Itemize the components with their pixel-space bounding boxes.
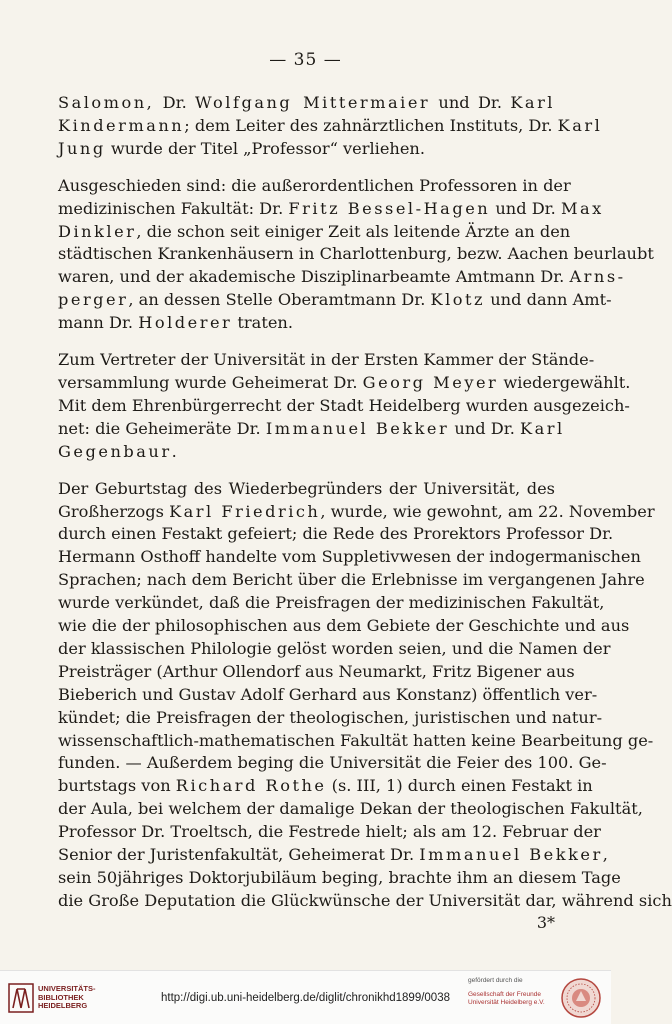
spaced-name: Georg Meyer: [362, 372, 499, 392]
footer-bar: [0, 970, 611, 1024]
text-run: durch einen Festakt gefeiert; die Rede des Prorektors Professor Dr.: [58, 524, 614, 544]
text-line: [58, 730, 654, 753]
text-run: burtstags von: [58, 776, 176, 796]
text-run: die Große Deputation die Glückwünsche der Universität dar, während sich: [58, 890, 672, 910]
text-run: medizinischen Fakultät: Dr.: [58, 198, 289, 218]
text-run: und Dr.: [490, 198, 561, 218]
spaced-name: Richard Rothe: [175, 776, 327, 796]
text-run: .: [171, 441, 177, 461]
paragraph: [58, 349, 631, 464]
text-line: [58, 592, 605, 615]
text-run: Senior der Juristenfakultät, Geheimerat Dr.: [58, 845, 420, 865]
spaced-name: Gegenbaur: [58, 441, 172, 461]
text-run: Dr.: [154, 93, 196, 112]
spaced-name: Arns-: [569, 267, 626, 287]
spaced-name: perger: [58, 290, 129, 310]
text-run: Mit dem Ehrenbürgerrecht der Stadt Heidelberg wurden ausgezeich-: [58, 395, 630, 415]
text-line: [58, 867, 621, 890]
spaced-name: Max: [560, 198, 604, 218]
text-line: [58, 372, 631, 395]
text-line: [58, 775, 593, 798]
sponsor-name-line: Gesellschaft der Freunde: [468, 991, 541, 998]
text-line: [58, 175, 571, 198]
text-run: funden. — Außerdem beging die Universität die Feier des 100. Ge-: [58, 753, 607, 773]
text-line: [58, 569, 645, 592]
digitization-url[interactable]: http://digi.ub.uni-heidelberg.de/diglit/chronikhd1899/0038: [161, 992, 450, 1004]
paragraph: [58, 175, 654, 335]
library-name-line: BIBLIOTHEK: [38, 992, 84, 1002]
text-run: und Dr.: [430, 93, 511, 112]
text-line: [58, 138, 555, 161]
text-run: Zum Vertreter der Universität in der Ersten Kammer der Stände-: [58, 350, 595, 370]
body-text: [58, 92, 672, 913]
spaced-name: Klotz: [430, 290, 486, 310]
text-line: [58, 752, 607, 775]
text-run: ; dem Leiter des zahnärztlichen Instituts, Dr.: [184, 115, 558, 135]
spaced-name: Karl Friedrich: [169, 501, 321, 521]
text-line: [58, 638, 611, 661]
spaced-name: Immanuel Bekker: [419, 845, 603, 865]
text-line: [58, 661, 575, 684]
text-run: , wurde, wie gewohnt, am 22. November: [320, 501, 655, 521]
page-number: — 35 —: [269, 50, 342, 70]
text-line: [58, 221, 571, 244]
paragraph: [58, 92, 603, 161]
text-line: [58, 289, 612, 312]
text-run: wurde der Titel „Professor“ verliehen.: [105, 138, 425, 158]
text-line: [58, 821, 601, 844]
text-run: Sprachen; nach dem Bericht über die Erlebnisse im vergangenen Jahre: [58, 570, 645, 590]
text-run: Professor Dr. Troeltsch, die Festrede hielt; als am 12. Februar der: [58, 822, 601, 842]
spaced-name: Dinkler: [58, 221, 137, 241]
spaced-name: Salomon,: [58, 93, 155, 112]
library-name-line: UNIVERSITÄTS-: [38, 984, 96, 993]
university-seal-icon: [560, 977, 602, 1019]
text-run: Hermann Osthoff handelte vom Suppletivwesen der indogermanischen: [58, 547, 641, 567]
text-line: [58, 312, 555, 335]
text-run: städtischen Krankenhäusern in Charlottenburg, bezw. Aachen beurlaubt: [58, 244, 654, 264]
text-run: , an dessen Stelle Oberamtmann Dr.: [128, 290, 431, 310]
text-run: Bieberich und Gustav Adolf Gerhard aus Konstanz) öffentlich ver-: [58, 684, 598, 704]
text-line: [58, 266, 626, 289]
sponsor-name-line: Universität Heidelberg e.V.: [468, 999, 545, 1006]
spaced-name: Wolfgang Mittermaier: [195, 93, 431, 112]
spaced-name: Karl: [557, 115, 603, 135]
spaced-name: Karl: [510, 93, 555, 112]
text-line: [58, 890, 672, 913]
paragraph: [58, 478, 672, 913]
text-run: wissenschaftlich-mathematischen Fakultät hatten keine Bearbeitung ge-: [58, 730, 654, 750]
text-line: [58, 501, 655, 524]
spaced-name: Holderer: [138, 313, 233, 333]
text-line: [58, 615, 630, 638]
text-run: waren, und der akademische Disziplinarbeamte Amtmann Dr.: [58, 267, 570, 287]
text-run: sein 50jähriges Doktorjubiläum beging, brachte ihm an diesem Tage: [58, 868, 621, 887]
spaced-name: Immanuel Bekker: [265, 418, 450, 438]
text-run: wiedergewählt.: [498, 372, 631, 392]
text-line: [58, 198, 604, 221]
text-line: [58, 395, 630, 418]
text-line: [58, 349, 595, 372]
text-run: ,: [602, 845, 608, 865]
text-run: (s. III, 1) durch einen Festakt in: [326, 776, 593, 796]
text-run: versammlung wurde Geheimerat Dr.: [58, 372, 363, 392]
text-run: Großherzogs: [58, 501, 170, 521]
library-name-line: HEIDELBERG: [38, 1001, 88, 1010]
text-line: [58, 684, 598, 707]
text-line: [58, 478, 555, 501]
text-line: [58, 92, 555, 115]
text-line: [58, 546, 641, 569]
text-line: [58, 798, 643, 821]
text-run: Ausgeschieden sind: die außerordentlichen Professoren in der: [58, 175, 571, 195]
text-line: [58, 418, 565, 441]
spaced-name: Jung: [58, 138, 106, 158]
text-run: und dann Amt-: [485, 290, 612, 310]
text-line: [58, 243, 654, 266]
text-run: wurde verkündet, daß die Preisfragen der medizinischen Fakultät,: [58, 593, 605, 613]
text-run: Der Geburtstag des Wiederbegründers der Universität, des: [58, 478, 555, 498]
text-run: kündet; die Preisfragen der theologischen, juristischen und natur-: [58, 707, 603, 727]
sheet-signature: 3*: [536, 913, 555, 932]
spaced-name: Karl: [520, 418, 565, 438]
text-run: traten.: [232, 313, 293, 333]
text-line: [58, 441, 555, 464]
text-run: und Dr.: [449, 418, 520, 438]
text-run: wie die der philosophischen aus dem Gebiete der Geschichte und aus: [58, 616, 630, 636]
text-line: [58, 707, 603, 730]
sponsor-name: [468, 991, 545, 1007]
text-run: , die schon seit einiger Zeit als leitende Ärzte an den: [136, 221, 571, 241]
spaced-name: Fritz Bessel-Hagen: [288, 198, 491, 218]
text-run: der Aula, bei welchem der damalige Dekan der theologischen Fakultät,: [58, 799, 643, 819]
sponsor-label: gefördert durch die: [468, 977, 523, 984]
text-run: Preisträger (Arthur Ollendorf aus Neumarkt, Fritz Bigener aus: [58, 661, 575, 681]
text-run: mann Dr.: [58, 313, 139, 333]
spaced-name: Kindermann: [58, 115, 185, 135]
text-run: der klassischen Philologie gelöst worden seien, und die Namen der: [58, 638, 611, 658]
text-line: [58, 523, 614, 546]
text-run: net: die Geheimeräte Dr.: [58, 418, 266, 438]
text-line: [58, 844, 608, 867]
text-line: [58, 115, 603, 138]
